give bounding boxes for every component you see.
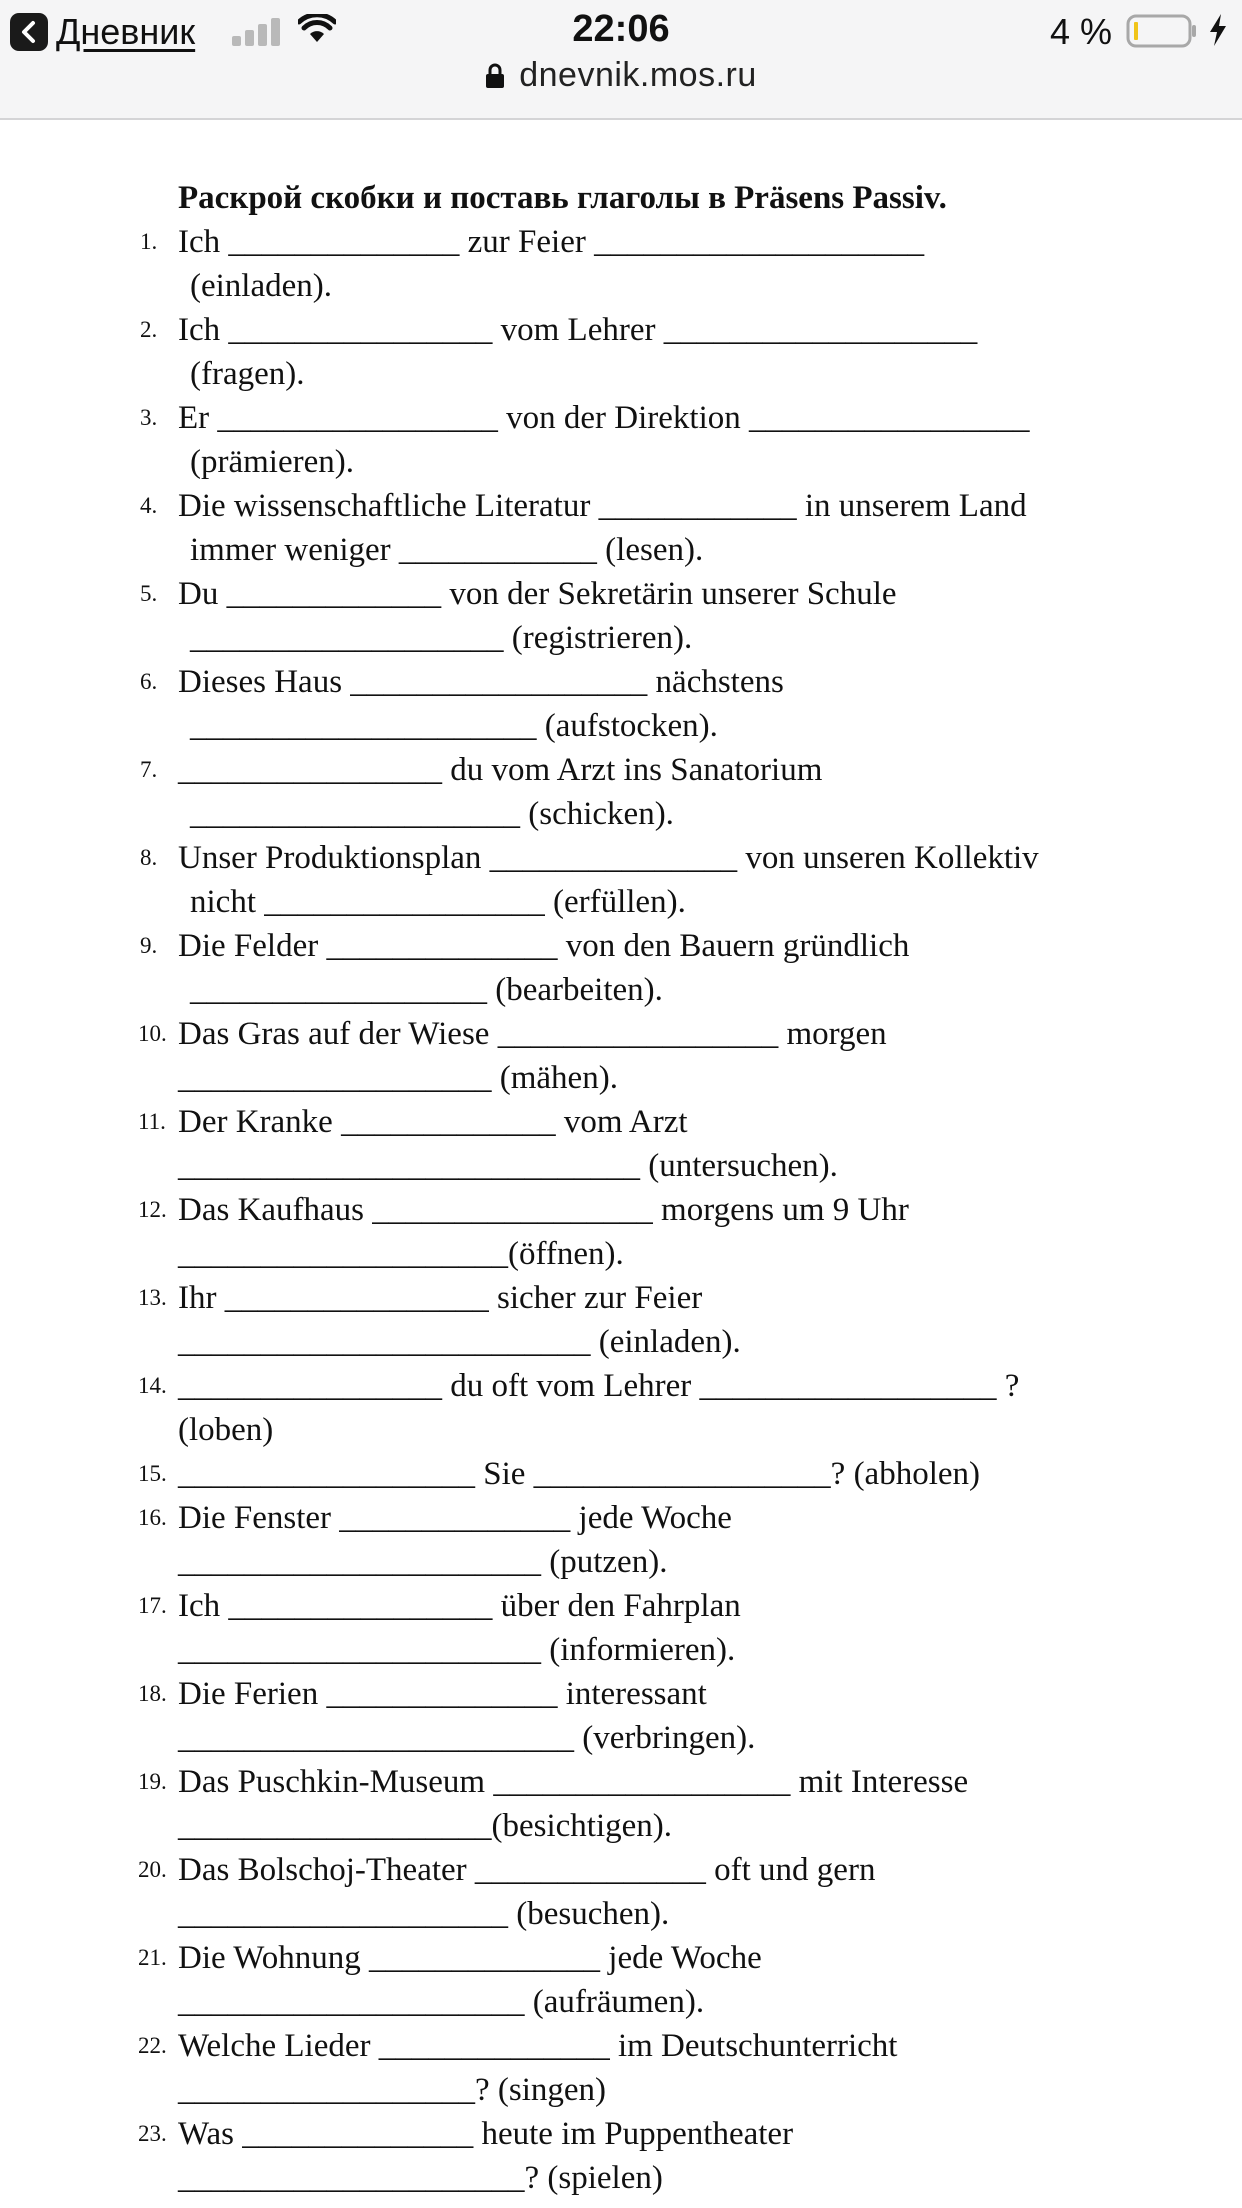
exercise-item: [0, 1012, 1242, 1100]
item-number: 20.: [138, 1857, 167, 1882]
item-line-1: Das Puschkin-Museum __________________ mit Interesse: [178, 1764, 969, 1800]
item-number: 11.: [138, 1109, 166, 1134]
exercise-list: [0, 220, 1242, 2200]
exercise-item: [0, 924, 1242, 1012]
item-number: 23.: [138, 2121, 167, 2146]
item-line-2: __________________? (singen): [178, 2072, 607, 2108]
item-number: 15.: [138, 1461, 167, 1486]
item-number: 12.: [138, 1197, 167, 1222]
item-line-1: Die wissenschaftliche Literatur ____________ in unserem Land: [178, 488, 1027, 524]
item-line-2: _____________________ (aufräumen).: [178, 1984, 705, 2020]
item-line-1: Unser Produktionsplan _______________ von unseren Kollektiv: [178, 840, 1039, 876]
item-number: 22.: [138, 2033, 167, 2058]
item-line-1: Die Felder ______________ von den Bauern gründlich: [178, 928, 910, 964]
item-line-1: Das Bolschoj-Theater ______________ oft und gern: [178, 1852, 876, 1888]
exercise-item: [0, 572, 1242, 660]
battery-icon: [1126, 14, 1198, 48]
item-number: 18.: [138, 1681, 167, 1706]
item-line-1: Dieses Haus __________________ nächstens: [178, 664, 784, 700]
exercise-item: [0, 1936, 1242, 2024]
item-number: 10.: [138, 1021, 167, 1046]
exercise-item: [0, 220, 1242, 308]
exercise-item: [0, 2024, 1242, 2112]
item-line-1: Ich ________________ über den Fahrplan: [178, 1588, 741, 1624]
item-line-2: __________________ (bearbeiten).: [190, 972, 663, 1008]
item-line-1: Was ______________ heute im Puppentheater: [178, 2116, 794, 2152]
item-number: 16.: [138, 1505, 167, 1530]
item-line-2: ___________________ (mähen).: [178, 1060, 618, 1096]
item-line-2: _____________________ (aufstocken).: [190, 708, 718, 744]
item-line-1: Er _________________ von der Direktion _________________: [178, 400, 1030, 436]
item-number: 1.: [140, 229, 158, 254]
item-number: 3.: [140, 405, 158, 430]
exercise-item: [0, 748, 1242, 836]
item-number: 7.: [140, 757, 158, 782]
item-line-1: ________________ du oft vom Lehrer __________________ ?: [178, 1368, 1020, 1404]
exercise-item: [0, 1496, 1242, 1584]
item-number: 5.: [140, 581, 158, 606]
item-line-2: ____________________ (besuchen).: [178, 1896, 670, 1932]
item-line-2: ______________________ (informieren).: [178, 1632, 736, 1668]
item-line-2: ___________________(besichtigen).: [178, 1808, 673, 1844]
item-number: 8.: [140, 845, 158, 870]
item-line-1: __________________ Sie __________________? (abholen): [178, 1456, 981, 1492]
exercise-item: [0, 484, 1242, 572]
item-line-2: nicht _________________ (erfüllen).: [190, 884, 686, 920]
exercise-item: [0, 1188, 1242, 1276]
item-line-2: _____________________? (spielen): [178, 2160, 663, 2196]
item-line-2: ________________________ (verbringen).: [178, 1720, 756, 1756]
item-line-1: Ich ________________ vom Lehrer ___________________: [178, 312, 978, 348]
item-number: 21.: [138, 1945, 167, 1970]
exercise-item: [0, 396, 1242, 484]
item-number: 19.: [138, 1769, 167, 1794]
item-line-2: ____________________________ (untersuchen).: [178, 1148, 838, 1184]
exercise-item: [0, 1584, 1242, 1672]
item-number: 4.: [140, 493, 158, 518]
exercise-item: [0, 836, 1242, 924]
exercise-item: [0, 1848, 1242, 1936]
item-line-2: ____________________ (schicken).: [190, 796, 674, 832]
item-line-2: ____________________(öffnen).: [178, 1236, 624, 1272]
item-line-1: Der Kranke _____________ vom Arzt: [178, 1104, 688, 1140]
exercise-item: [0, 660, 1242, 748]
item-number: 2.: [140, 317, 158, 342]
item-line-1: Du _____________ von der Sekretärin unserer Schule: [178, 576, 897, 612]
address-bar[interactable]: [0, 56, 1242, 95]
browser-top-bar: [0, 0, 1242, 120]
url-text: dnevnik.mos.ru: [519, 56, 757, 94]
exercise-item: [0, 1364, 1242, 1452]
exercise-item: [0, 1452, 1242, 1496]
back-app-label: Дневник: [56, 11, 196, 52]
exercise-item: [0, 1276, 1242, 1364]
item-line-2: immer weniger ____________ (lesen).: [190, 532, 704, 568]
item-line-2: ___________________ (registrieren).: [190, 620, 693, 656]
item-line-1: Welche Lieder ______________ im Deutschunterricht: [178, 2028, 898, 2064]
item-number: 13.: [138, 1285, 167, 1310]
exercise-item: [0, 1672, 1242, 1760]
exercise-item: [0, 308, 1242, 396]
item-line-2: ______________________ (putzen).: [178, 1544, 668, 1580]
exercise-item: [0, 1100, 1242, 1188]
item-line-2: (einladen).: [190, 268, 333, 304]
lock-icon: [485, 63, 505, 89]
item-line-1: Die Fenster ______________ jede Woche: [178, 1500, 732, 1536]
item-line-1: ________________ du vom Arzt ins Sanatorium: [178, 752, 823, 788]
item-line-1: Das Kaufhaus _________________ morgens um 9 Uhr: [178, 1192, 909, 1228]
item-number: 14.: [138, 1373, 167, 1398]
status-time: 22:06: [572, 8, 670, 50]
item-line-1: Ihr ________________ sicher zur Feier: [178, 1280, 703, 1316]
item-number: 9.: [140, 933, 158, 958]
item-line-1: Das Gras auf der Wiese _________________ morgen: [178, 1016, 887, 1052]
item-number: 17.: [138, 1593, 167, 1618]
item-line-1: Die Wohnung ______________ jede Woche: [178, 1940, 762, 1976]
charging-bolt-icon: [1206, 12, 1230, 48]
item-line-2: (prämieren).: [190, 444, 354, 480]
item-line-1: Die Ferien ______________ interessant: [178, 1676, 707, 1712]
worksheet-heading: Раскрой скобки и поставь глаголы в Präsens Passiv.: [178, 180, 947, 216]
item-line-2: _________________________ (einladen).: [178, 1324, 741, 1360]
battery-percentage: 4 %: [1049, 11, 1112, 52]
exercise-item: [0, 1760, 1242, 1848]
item-number: 6.: [140, 669, 158, 694]
item-line-2: (loben): [178, 1412, 274, 1448]
item-line-1: Ich ______________ zur Feier ____________________: [178, 224, 925, 260]
exercise-item: [0, 2112, 1242, 2200]
item-line-2: (fragen).: [190, 356, 305, 392]
